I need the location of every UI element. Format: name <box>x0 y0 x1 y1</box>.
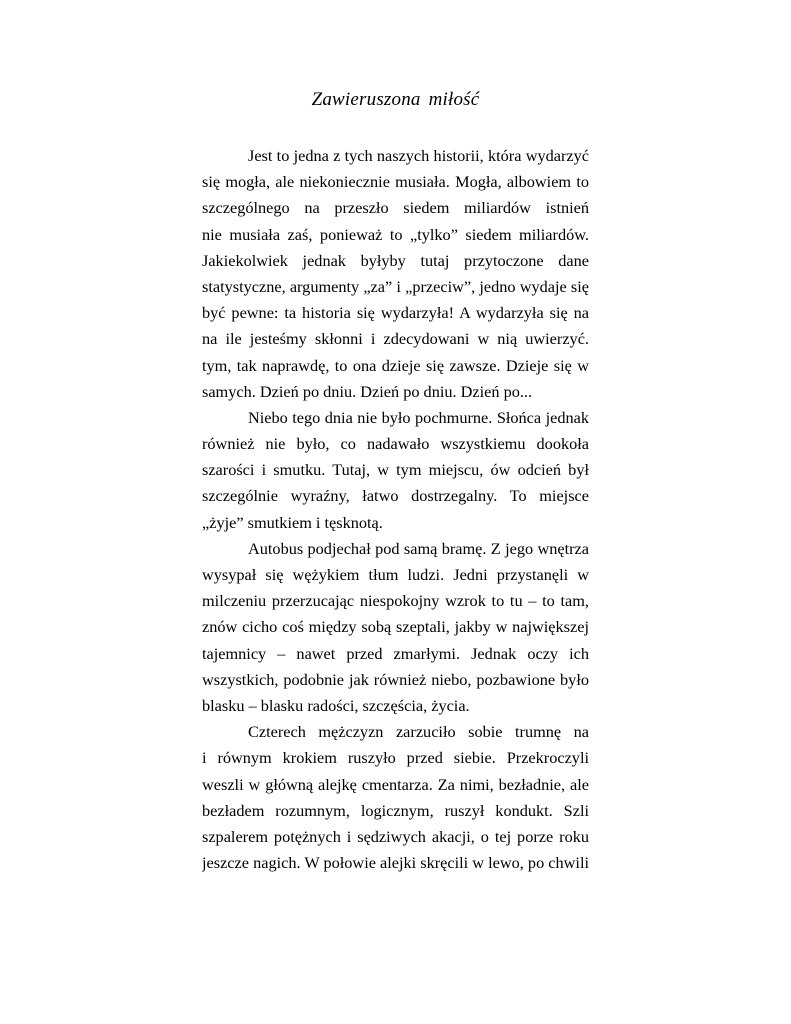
text-line: Czterech mężczyzn zarzuciło sobie trumnę na <box>248 722 589 742</box>
text-line: Niebo tego dnia nie było pochmurne. Słońca jednak <box>248 407 589 427</box>
text-line: szpalerem potężnych i sędziwych akacji, o tej porze roku <box>202 826 589 846</box>
text-line: tym, tak naprawdę, to ona dzieje się zawsze. Dzieje się w <box>202 355 589 375</box>
paragraph <box>202 143 589 405</box>
text-line: znów cicho coś między sobą szeptali, jakby w największej <box>202 617 589 637</box>
text-line: i równym krokiem ruszyło przed siebie. Przekroczyli <box>202 748 589 768</box>
body-text <box>202 143 589 876</box>
text-line: szczególnego na przeszło siedem miliardów istnień <box>202 198 589 218</box>
paragraph <box>202 405 589 536</box>
chapter-title: Zawieruszona miłość <box>311 89 480 110</box>
text-line: Jest to jedna z tych naszych historii, która wydarzyć <box>248 146 589 165</box>
text-line: szczególnie wyraźny, łatwo dostrzegalny. To miejsce <box>202 486 589 506</box>
text-line: samych. Dzień po dniu. Dzień po dniu. Dzień po... <box>202 381 533 401</box>
text-line: blasku – blasku radości, szczęścia, życia. <box>202 695 470 715</box>
text-line: się mogła, ale niekoniecznie musiała. Mogła, albowiem to <box>202 172 589 192</box>
text-line: również nie było, co nadawało wszystkiemu dookoła <box>202 434 589 454</box>
text-line: na ile jesteśmy skłonni i zdecydowani w nią uwierzyć. <box>202 329 589 349</box>
text-line: Jakiekolwiek jednak byłyby tutaj przytoczone dane <box>202 250 589 270</box>
text-line: „żyje” smutkiem i tęsknotą. <box>202 512 383 532</box>
paragraph <box>202 719 589 876</box>
text-line: wszystkich, podobnie jak również niebo, pozbawione było <box>202 669 589 689</box>
text-line: tajemnicy – nawet przed zmarłymi. Jednak oczy ich <box>202 643 589 663</box>
text-line: być pewne: ta historia się wydarzyła! A wydarzyła się na <box>202 303 589 323</box>
text-line: wysypał się wężykiem tłum ludzi. Jedni przystanęli w <box>202 565 589 584</box>
text-line: Autobus podjechał pod samą bramę. Z jego wnętrza <box>248 538 589 558</box>
paragraph <box>202 536 589 719</box>
text-line: bezładem rozumnym, logicznym, ruszył kondukt. Szli <box>202 800 589 820</box>
text-line: statystyczne, argumenty „za” i „przeciw”, jedno wydaje się <box>202 276 589 296</box>
text-line: milczeniu przerzucając niespokojny wzrok to tu – to tam, <box>202 591 589 611</box>
text-line: szarości i smutku. Tutaj, w tym miejscu, ów odcień był <box>202 460 589 480</box>
text-line: jeszcze nagich. W połowie alejki skręcili w lewo, po chwili <box>202 853 589 873</box>
text-line: weszli w główną alejkę cmentarza. Za nimi, bezładnie, ale <box>202 774 589 794</box>
text-line: nie musiała zaś, ponieważ to „tylko” siedem miliardów. <box>202 224 589 244</box>
